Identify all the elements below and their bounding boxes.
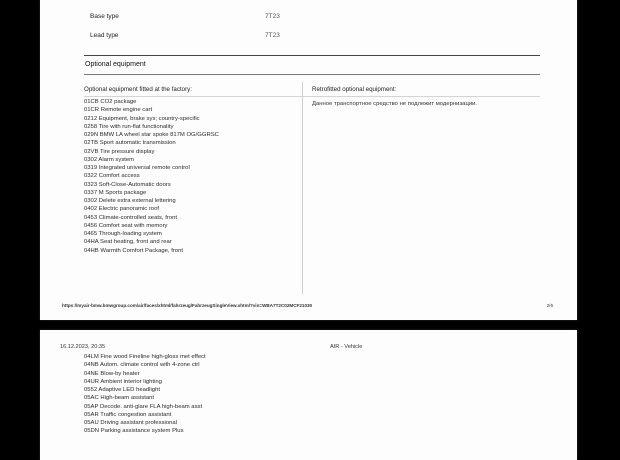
section-top-divider	[84, 55, 540, 56]
equipment-item: 0302 Delete extra external lettering	[84, 198, 176, 204]
equipment-item: 0302 Alarm system	[84, 156, 135, 163]
equipment-item: 0456 Comfort seat with memory	[84, 222, 168, 229]
retrofit-equipment-note: Данное транспортное средство не подлежит модернизации.	[312, 101, 478, 107]
equipment-item: 0402 Electric panoramic roof	[84, 206, 159, 213]
column-head-divider	[84, 96, 540, 97]
equipment-item: 0552 Adaptive LED headlight	[84, 387, 160, 393]
equipment-item: 0258 Tire with run-flat functionality	[84, 123, 174, 130]
equipment-item: 0337 M Sports package	[84, 189, 147, 196]
factory-equipment-list	[84, 98, 219, 255]
document-page-2	[40, 330, 577, 460]
equipment-item: 01CB CO2 package	[84, 99, 137, 105]
equipment-item: 05DN Parking assistance system Plus	[84, 428, 184, 435]
factory-equipment-heading: Optional equipment fitted at the factory:	[84, 86, 193, 93]
equipment-item: 05AP Decode. anti-glare FLA high-beam asst	[84, 403, 203, 410]
print-timestamp: 16.12.2023, 20:35	[60, 344, 106, 350]
equipment-item: 02VB Tire pressure display	[84, 148, 155, 155]
optional-equipment-heading: Optional equipment	[85, 61, 146, 68]
base-type-label: Base type	[90, 13, 119, 20]
equipment-item: 0465 Through-loading system	[84, 231, 162, 237]
app-title: AIR - Vehicle	[330, 344, 363, 350]
equipment-item: 04HB Warmth Comfort Package, front	[84, 247, 183, 254]
equipment-item: 02TB Sport automatic transmission	[84, 140, 176, 147]
base-type-value: 7T23	[265, 13, 280, 20]
lead-type-value: 7T23	[265, 32, 280, 39]
equipment-item: 0322 Comfort access	[84, 173, 140, 180]
column-divider	[302, 82, 303, 294]
equipment-item: 04LM Fine wood Fineline high-gloss met effect	[84, 354, 206, 360]
equipment-item: 04UR Ambient interior lighting	[84, 378, 162, 385]
equipment-item: 0323 Soft-Close-Automatic doors	[84, 181, 171, 188]
equipment-item: 04HA Seat heating, front and rear	[84, 239, 172, 246]
footer-url[interactable]: https://myair-bmw.bmwgroup.com/air/faces/xhtml/fahrzeug/FahrzeugSingleView.xhtml?vin=WBA7T2C02MCF21030	[62, 303, 313, 308]
equipment-item: 05AR Traffic congestion assistant	[84, 411, 172, 418]
equipment-item: 01CR Remote engine cart	[84, 107, 153, 114]
equipment-item: 05AC High-beam assistant	[84, 395, 155, 402]
equipment-item: 05AU Driving assistant professional	[84, 420, 177, 426]
equipment-item: 0212 Equipment, brake sys; country-specific	[84, 115, 200, 122]
lead-type-label: Lead type	[90, 32, 119, 39]
page-number: 2/6	[546, 303, 553, 308]
retrofit-equipment-heading: Retrofitted optional equipment:	[312, 86, 397, 93]
equipment-item: 0453 Climate-controlled seats, front	[84, 214, 177, 221]
equipment-item: 0319 Integrated universal remote control	[84, 165, 190, 171]
document-page-1	[40, 0, 577, 320]
equipment-item: 04NB Autom. climate control with 4-zone ctrl	[84, 362, 200, 369]
section-bottom-divider	[84, 74, 540, 75]
equipment-item: 04NE Blow-by heater	[84, 370, 140, 377]
factory-equipment-list-continued	[84, 353, 206, 436]
equipment-item: 029N BMW LA wheel star spoke 817M OG/GGRSC	[84, 132, 219, 138]
